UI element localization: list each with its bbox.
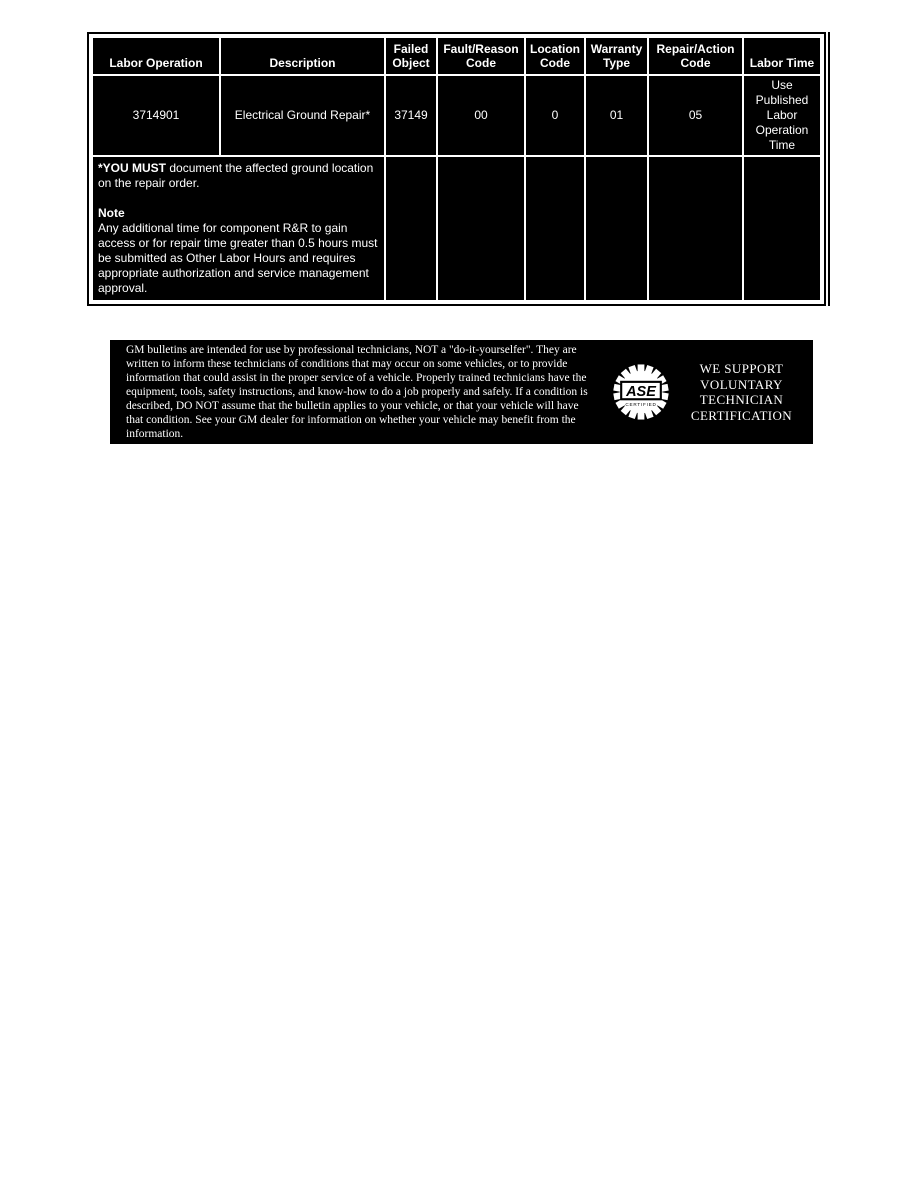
table-header-row bbox=[92, 37, 821, 75]
col-header-repair-action-code: Repair/Action Code bbox=[648, 37, 743, 75]
cell-labor-time: Use Published Labor Operation Time bbox=[743, 75, 821, 156]
cell-labor-operation: 3714901 bbox=[92, 75, 220, 156]
disclaimer-text: GM bulletins are intended for use by professional technicians, NOT a "do-it-yourselfer". They are written to inform these technicians of conditions that may occur on some vehicles, or to provide information that could assist in the proper service of a vehicle. Properly trained technicians have the equipment, tools, safety instructions, and know-how to do a job properly and safely. If a condition is described, DO NOT assume that the bulletin applies to your vehicle, or that your vehicle will have that condition. See your GM dealer for information on whether your vehicle may benefit from the information. bbox=[126, 344, 588, 440]
note-cell bbox=[92, 156, 385, 301]
empty-cell bbox=[385, 156, 437, 301]
note-must-paragraph bbox=[98, 161, 379, 191]
empty-cell bbox=[437, 156, 525, 301]
note-body: Any additional time for component R&R to gain access or for repair time greater than 0.5 hours must be submitted as Other Labor Hours and requires appropriate authorization and service management approval. bbox=[98, 221, 378, 295]
col-header-labor-time: Labor Time bbox=[743, 37, 821, 75]
we-support-text bbox=[670, 361, 813, 423]
col-header-labor-operation: Labor Operation bbox=[92, 37, 220, 75]
cell-repair-action-code: 05 bbox=[648, 75, 743, 156]
col-header-location-code: Location Code bbox=[525, 37, 585, 75]
cell-description: Electrical Ground Repair* bbox=[220, 75, 385, 156]
empty-cell bbox=[585, 156, 648, 301]
support-line-3: TECHNICIAN bbox=[699, 392, 784, 407]
table-data-row bbox=[92, 75, 821, 156]
labor-operation-table bbox=[91, 36, 822, 302]
ase-certified-logo-icon bbox=[612, 363, 670, 421]
empty-cell bbox=[525, 156, 585, 301]
cell-location-code: 0 bbox=[525, 75, 585, 156]
cell-fault-reason-code: 00 bbox=[437, 75, 525, 156]
note-must-bold: *YOU MUST bbox=[98, 161, 167, 175]
gm-disclaimer-banner bbox=[110, 340, 813, 444]
labor-operation-table-frame bbox=[87, 32, 826, 306]
col-header-failed-object: Failed Object bbox=[385, 37, 437, 75]
note-label: Note bbox=[98, 206, 125, 220]
ase-logo-sublabel: CERTIFIED bbox=[625, 402, 657, 408]
col-header-warranty-type: Warranty Type bbox=[585, 37, 648, 75]
note-spacer bbox=[98, 191, 379, 206]
col-header-description: Description bbox=[220, 37, 385, 75]
support-line-2: VOLUNTARY bbox=[700, 376, 783, 392]
empty-cell bbox=[648, 156, 743, 301]
ase-logo-label: ASE bbox=[626, 383, 656, 400]
cell-failed-object: 37149 bbox=[385, 75, 437, 156]
support-line-4: CERTIFICATION bbox=[690, 407, 793, 423]
col-header-fault-reason-code: Fault/Reason Code bbox=[437, 37, 525, 75]
note-must-rest: document the affected ground location on the repair order. bbox=[98, 161, 374, 190]
empty-cell bbox=[743, 156, 821, 301]
support-line-1: WE SUPPORT bbox=[699, 361, 784, 376]
table-note-row bbox=[92, 156, 821, 301]
cell-warranty-type: 01 bbox=[585, 75, 648, 156]
